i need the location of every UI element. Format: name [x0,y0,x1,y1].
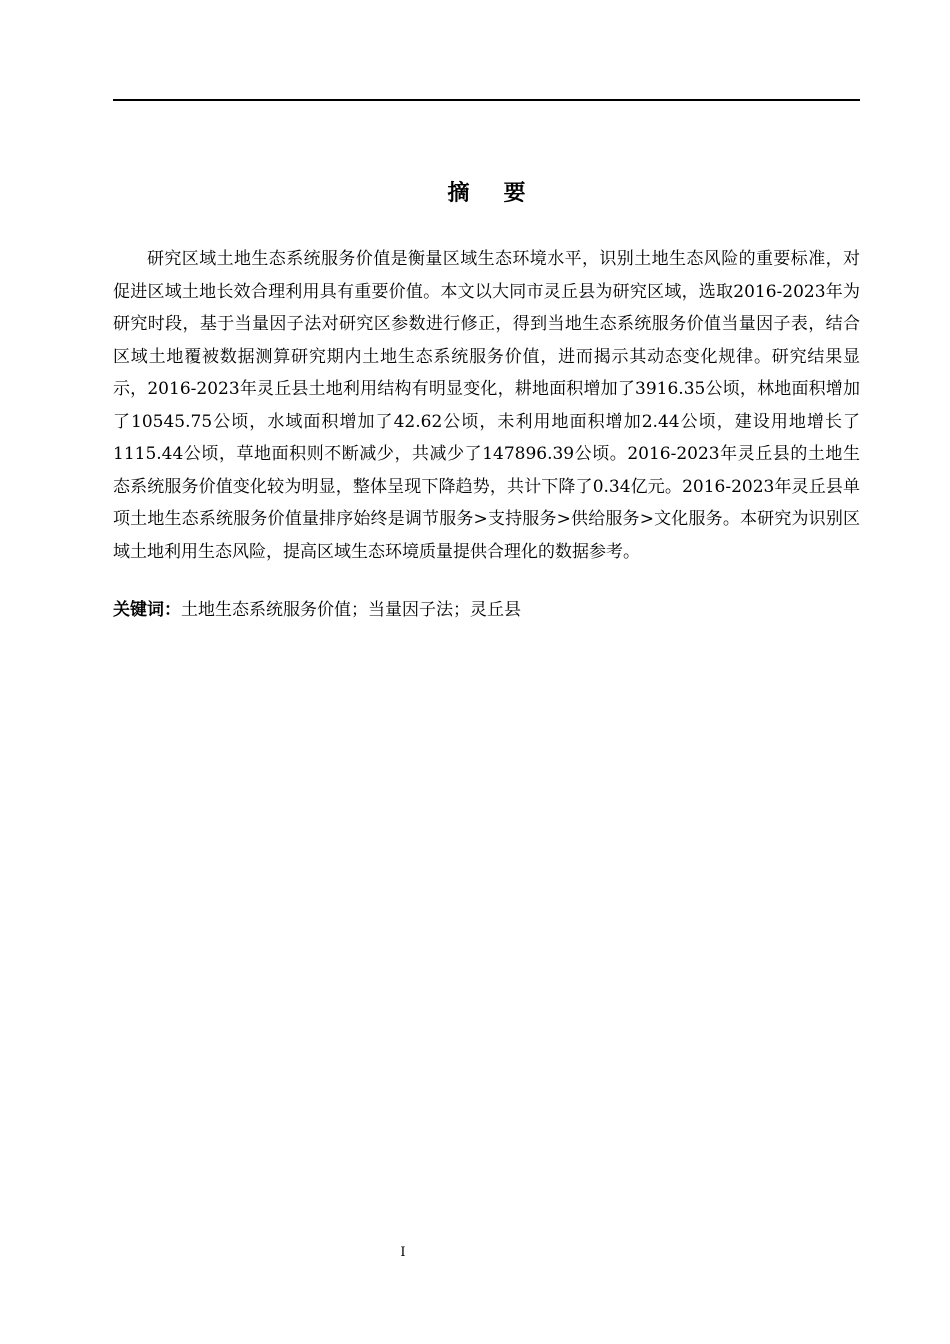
header-rule [113,99,860,101]
abstract-title: 摘要 [447,181,560,206]
keywords-value: 土地生态系统服务价值；当量因子法；灵丘县 [181,600,521,620]
abstract-body: 研究区域土地生态系统服务价值是衡量区域生态环境水平，识别土地生态风险的重要标准，对促进区域土地长效合理利用具有重要价值。本文以大同市灵丘县为研究区域，选取2016-2023年为研究时段，基于当量因子法对研究区参数进行修正，得到当地生态系统服务价值当量因子表，结合区域土地覆被数据测算研究期内土地生态系统服务价值，进而揭示其动态变化规律。研究结果显示，2016-2023年灵丘县土地利用结构有明显变化，耕地面积增加了3916.35公顷，林地面积增加了10545.75公顷，水域面积增加了42.62公顷，未利用地面积增加2.44公顷，建设用地增长了1115.44公顷，草地面积则不断减少，共减少了147896.39公顷。2016-2023年灵丘县的土地生态系统服务价值变化较为明显，整体呈现下降趋势，共计下降了0.34亿元。2016-2023年灵丘县单项土地生态系统服务价值量排序始终是调节服务>支持服务>供给服务>文化服务。本研究为识别区域土地利用生态风险，提高区域生态环境质量提供合理化的数据参考。 [113,249,860,562]
keywords-label: 关键词： [113,600,181,620]
page-number: I [400,1245,406,1260]
keywords-line [113,594,860,627]
